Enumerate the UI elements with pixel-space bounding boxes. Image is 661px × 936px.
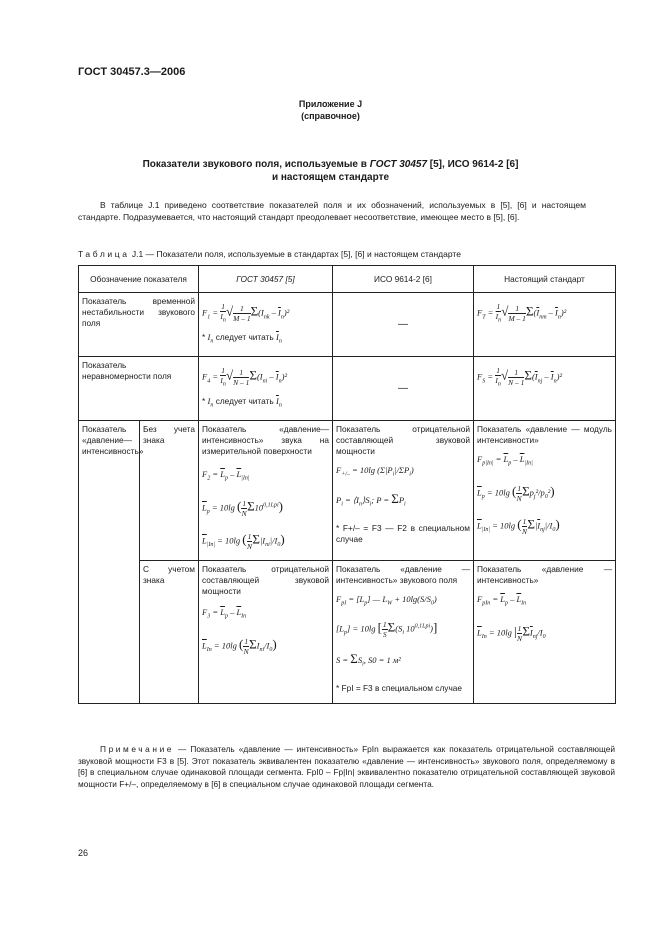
this-unsigned-cell: Показатель «давление — модуль интенсивности» $F_{p|In|} = \overline{L}_p - \overline{L}_{|In|}$ $\overline{L}_p = 10\lg$ ( $\frac{1}{N}$ $\Sigma p_j^2/p_0^2$) $\overline{L}_{|In|} = 10\lg$ ( $\frac{1}{N}$ $\Sigma|\overline{I}_{nj}|/I_0$)	[474, 421, 616, 561]
gost-temporal-formula: $F_1$ = $\frac{1}{I_n}$ √ $\frac{1}{M - 1}$ $\Sigma(I_{nk} - \overline{I}_n)^2$ * $I_n$ следует читать $\overline{I}_n$	[199, 293, 333, 357]
indicators-table	[78, 265, 616, 704]
this-signed-cell: Показатель «давление — интенсивность» $F_{pIn} = \overline{L}_p - \overline{L}_{In}$ $\overline{L}_{In} = 10\lg$ | $\frac{1}{N}$ $\Sigma\overline{I}_{nj}/I_0$	[474, 561, 616, 704]
section-title-line1: Показатели звукового поля, используемые в ГОСТ 30457 [5], ИСО 9614-2 [6]	[142, 159, 519, 170]
iso-signed-note: * FpI = F3 в специальном случае	[336, 682, 462, 693]
sub-label-signed: С учетом знака	[140, 561, 199, 704]
note-text: — Показатель «давление — интенсивность» FpIn выражается как показатель отрицательной составляющей звуковой мощности F3 в [5]. Этот показатель эквивалентен показателю «давление — интенсивность» звукового поля, определяемому в [6] в специальном случае одинаковой площади сегмента. FpI0 – Fp|In| эквивалентно показателю отрицательной составляющей звуковой мощности F+/–, определяемому в [6] в специальном случае одинаковой площади сегмента.	[78, 744, 615, 789]
table-row-nonuniformity	[79, 357, 616, 421]
row-label-pressure-intensity: Показатель «давление—интенсивность»	[79, 421, 140, 703]
iso-unsigned-cell: Показатель отрицательной составляющей звуковой мощности $F_{+/-} = 10\lg$ $(\Sigma|P_i|/\Sigma P_i)$ $P_i$ = $⟨I_n⟩S_i$; $P = \Sigma P_i$ * F+/– = F3 — F2 в специальном случае	[333, 421, 474, 561]
col-header-iso: ИСО 9614-2 [6]	[333, 266, 474, 293]
table-header-row	[79, 266, 616, 293]
gost-nonuniformity-formula: $F_4$ = $\frac{1}{I_n}$ √ $\frac{1}{N - 1}$ $\Sigma(I_{ni} - \overline{I}_n)^2$ * $I_n$ следует читать $\overline{I}_n$	[199, 357, 333, 421]
iso-signed-text: Показатель «давление — интенсивность» звукового поля	[336, 564, 470, 586]
gost-temporal-note: * $I_n$ следует читать $\overline{I}_n$	[202, 331, 282, 345]
document-header: ГОСТ 30457.3—2006	[78, 66, 186, 78]
note-paragraph	[78, 744, 615, 790]
gost-signed-cell: Показатель отрицательной составляющей звуковой мощности $F_3 = \overline{L}_p - \overline{L}_{In}$ $\overline{L}_{In} = 10\lg$ ( $\frac{1}{N}$ $\Sigma I_{ni}/I_0$)	[199, 561, 333, 704]
col-header-this-standard: Настоящий стандарт	[474, 266, 616, 293]
iso-reference-surface: S0 = 1 м²	[368, 655, 401, 666]
appendix-title: Приложение J	[298, 99, 363, 109]
table-row-pi-signed	[79, 561, 616, 704]
gost-unsigned-cell: Показатель «давление—интенсивность» звука на измерительной поверхности $F_2 = \overline{L}_p - \overline{L}_{|In|}$ $\overline{L}_p = 10\lg$ ( $\frac{1}{N}$ $\Sigma 10^{0,1Lpi}$) $\overline{L}_{|In|} = 10\lg$ ( $\frac{1}{N}$ $\Sigma|I_{ni}|/I_0$)	[199, 421, 333, 561]
iso-unsigned-text: Показатель отрицательной составляющей звуковой мощности	[336, 424, 470, 457]
this-unsigned-text: Показатель «давление — модуль интенсивности»	[477, 424, 612, 446]
sub-label-unsigned: Без учета знака	[140, 421, 199, 561]
this-signed-text: Показатель «давление — интенсивность»	[477, 564, 612, 586]
this-nonuniformity-formula: $F_S$ = $\frac{1}{\overline{I}_n}$ √ $\frac{1}{N - 1}$ $\Sigma(\overline{I}_{nj} - \overline{I}_n)^2$	[474, 357, 616, 421]
col-header-designation: Обозначение показателя	[79, 266, 199, 293]
intro-paragraph: В таблице J.1 приведено соответствие показателей поля и их обозначений, используемых в [5], [6] и настоящем стандарте. Подразумевается, что настоящий стандарт преодолевает несоответствие, имеющее место в [5], [6].	[78, 200, 586, 222]
gost-unsigned-text: Показатель «давление—интенсивность» звука на измерительной поверхности	[202, 424, 329, 457]
note-label: Примечание	[100, 744, 175, 754]
iso-unsigned-note: * F+/– = F3 — F2 в специальном случае	[336, 522, 470, 544]
iso-nonuniformity-empty: —	[333, 357, 474, 421]
section-title-line2: и настоящем стандарте	[271, 172, 390, 183]
row-label-temporal: Показатель временной нестабильности звукового поля	[79, 293, 199, 357]
iso-signed-cell: Показатель «давление — интенсивность» звукового поля $F_{pI} = [L_p]$ — $L_W + 10\lg(S/S_0)$ $[L_p] = 10\lg$ [ $\frac{1}{S}$ $\Sigma(S_i$ $10^{0,1Lpi}$)] $S = \Sigma S_i$, S0 = 1 м² * FpI = F3 в специальном случае	[333, 561, 474, 704]
iso-temporal-empty: —	[333, 293, 474, 357]
table-caption: Таблица J.1 — Показатели поля, используемые в стандартах [5], [6] и настоящем стандарте	[78, 249, 461, 259]
appendix-subtitle: (справочное)	[301, 111, 360, 121]
table-row-temporal	[79, 293, 616, 357]
this-temporal-formula: $F_T$ = $\frac{1}{\overline{I}_n}$ √ $\frac{1}{M - 1}$ $\Sigma(\overline{I}_{nm} - \overline{I}_n)^2$	[474, 293, 616, 357]
section-title-ref: ГОСТ 30457	[369, 159, 428, 170]
gost-nonuniformity-note: * $I_n$ следует читать $\overline{I}_n$	[202, 395, 282, 409]
row-label-nonuniformity: Показатель неравномерности поля	[79, 357, 199, 421]
appendix-heading	[0, 98, 661, 122]
page-number: 26	[78, 848, 89, 858]
col-header-gost: ГОСТ 30457 [5]	[199, 266, 333, 293]
table-row-pi-unsigned	[79, 421, 616, 561]
gost-signed-text: Показатель отрицательной составляющей звуковой мощности	[202, 564, 329, 597]
section-title	[0, 158, 661, 184]
